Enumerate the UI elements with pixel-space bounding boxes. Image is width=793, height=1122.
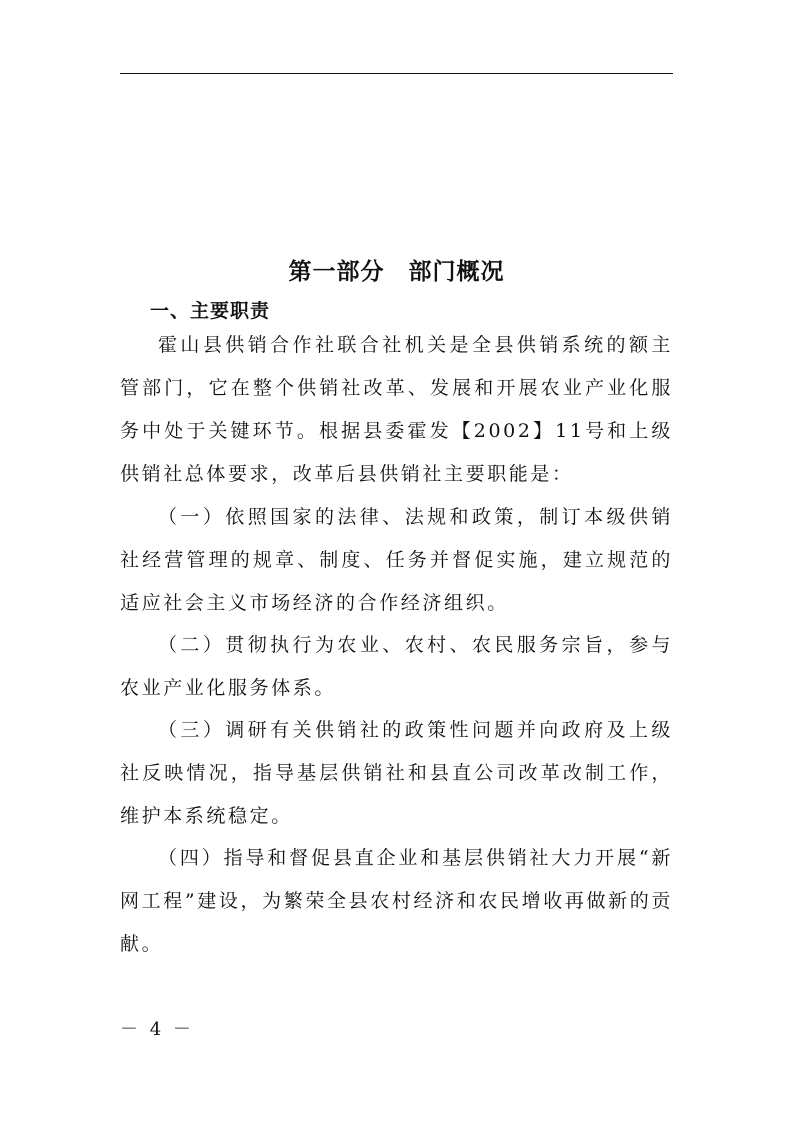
paragraph-intro: 霍山县供销合作社联合社机关是全县供销系统的额主管部门，它在整个供销社改革、发展和开展农业产业化服务中处于关键环节。根据县委霍发【2002】11号和上级供销社总体要求，改革后县供销社主要职能是： — [120, 334, 673, 485]
paragraph-duty-3: （三）调研有关供销社的政策性问题并向政府及上级社反映情况，指导基层供销社和县直公司改革改制工作，维护本系统稳定。 — [120, 719, 673, 827]
header-rule — [120, 73, 673, 74]
section-heading: 一、主要职责 — [150, 300, 271, 322]
page-number: － 4 － — [120, 1019, 194, 1040]
paragraph-duty-1: （一）依照国家的法律、法规和政策，制订本级供销社经营管理的规章、制度、任务并督促实施，建立规范的适应社会主义市场经济的合作经济组织。 — [120, 506, 673, 614]
page-title: 第一部分 部门概况 — [288, 259, 505, 285]
paragraph-duty-4: （四）指导和督促县直企业和基层供销社大力开展“新网工程”建设，为繁荣全县农村经济和农民增收再做新的贡献。 — [120, 847, 673, 955]
paragraph-duty-2: （二）贯彻执行为农业、农村、农民服务宗旨，参与农业产业化服务体系。 — [120, 634, 673, 699]
